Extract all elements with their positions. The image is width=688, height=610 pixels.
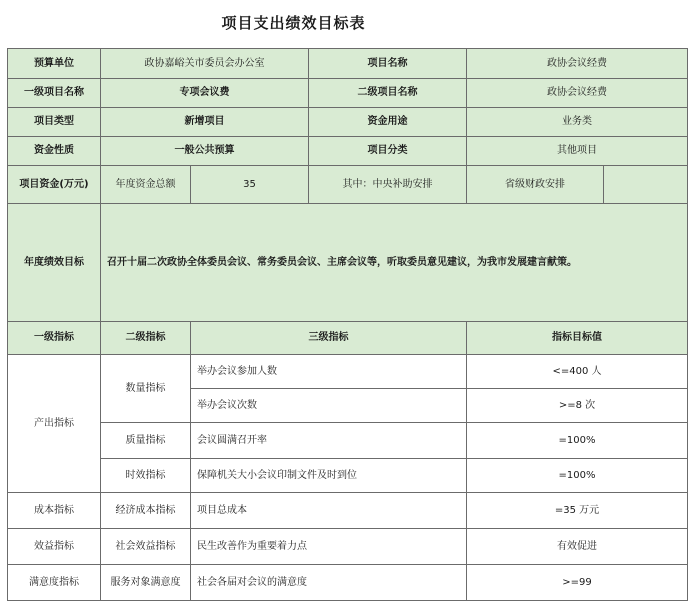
indicator-target: 有效促进: [467, 529, 688, 565]
level2-project-value: 政协会议经费: [467, 79, 688, 108]
performance-target-table: [7, 48, 688, 601]
indicator-target: =35 万元: [467, 493, 688, 529]
indicator-target: >=8 次: [467, 389, 688, 423]
budget-unit-value: 政协嘉峪关市委员会办公室: [101, 49, 309, 79]
fund-usage-value: 业务类: [467, 108, 688, 137]
indicator-target: =100%: [467, 423, 688, 459]
annual-total-value: 35: [191, 166, 309, 204]
project-type-label: 项目类型: [8, 108, 101, 137]
project-type-value: 新增项目: [101, 108, 309, 137]
project-category-label: 项目分类: [309, 137, 467, 166]
service-satisfaction-indicator-label: 服务对象满意度: [101, 565, 191, 601]
project-name-value: 政协会议经费: [467, 49, 688, 79]
project-funds-label: 项目资金(万元): [8, 166, 101, 204]
economic-cost-indicator-label: 经济成本指标: [101, 493, 191, 529]
quality-indicator-label: 质量指标: [101, 423, 191, 459]
indicator-level3: 保障机关大小会议印制文件及时到位: [191, 459, 467, 493]
level1-project-value: 专项会议费: [101, 79, 309, 108]
benefit-indicator-label: 效益指标: [8, 529, 101, 565]
indicator-level3: 民生改善作为重要着力点: [191, 529, 467, 565]
fund-nature-label: 资金性质: [8, 137, 101, 166]
header-level1: 一级指标: [8, 322, 101, 355]
cost-indicator-label: 成本指标: [8, 493, 101, 529]
project-name-label: 项目名称: [309, 49, 467, 79]
budget-unit-label: 预算单位: [8, 49, 101, 79]
annual-goal-text: 召开十届二次政协全体委员会议、常务委员会议、主席会议等，听取委员意见建议，为我市发展建言献策。: [101, 204, 688, 322]
header-target: 指标目标值: [467, 322, 688, 355]
social-benefit-indicator-label: 社会效益指标: [101, 529, 191, 565]
level2-project-label: 二级项目名称: [309, 79, 467, 108]
timeliness-indicator-label: 时效指标: [101, 459, 191, 493]
provincial-fund-label: 省级财政安排: [467, 166, 604, 204]
indicator-level3: 会议圆满召开率: [191, 423, 467, 459]
indicator-level3: 举办会议次数: [191, 389, 467, 423]
header-level3: 三级指标: [191, 322, 467, 355]
indicator-target: <=400 人: [467, 355, 688, 389]
output-indicator-label: 产出指标: [8, 355, 101, 493]
indicator-level3: 项目总成本: [191, 493, 467, 529]
indicator-level3: 举办会议参加人数: [191, 355, 467, 389]
indicator-level3: 社会各届对会议的满意度: [191, 565, 467, 601]
indicator-target: =100%: [467, 459, 688, 493]
annual-total-label: 年度资金总额: [101, 166, 191, 204]
quantity-indicator-label: 数量指标: [101, 355, 191, 423]
header-level2: 二级指标: [101, 322, 191, 355]
page-title: 项目支出绩效目标表: [221, 13, 366, 32]
fund-nature-value: 一般公共预算: [101, 137, 309, 166]
central-subsidy-label: 其中：中央补助安排: [309, 166, 467, 204]
provincial-fund-value: [604, 166, 688, 204]
satisfaction-indicator-label: 满意度指标: [8, 565, 101, 601]
fund-usage-label: 资金用途: [309, 108, 467, 137]
project-category-value: 其他项目: [467, 137, 688, 166]
annual-goal-label: 年度绩效目标: [8, 204, 101, 322]
indicator-target: >=99: [467, 565, 688, 601]
level1-project-label: 一级项目名称: [8, 79, 101, 108]
